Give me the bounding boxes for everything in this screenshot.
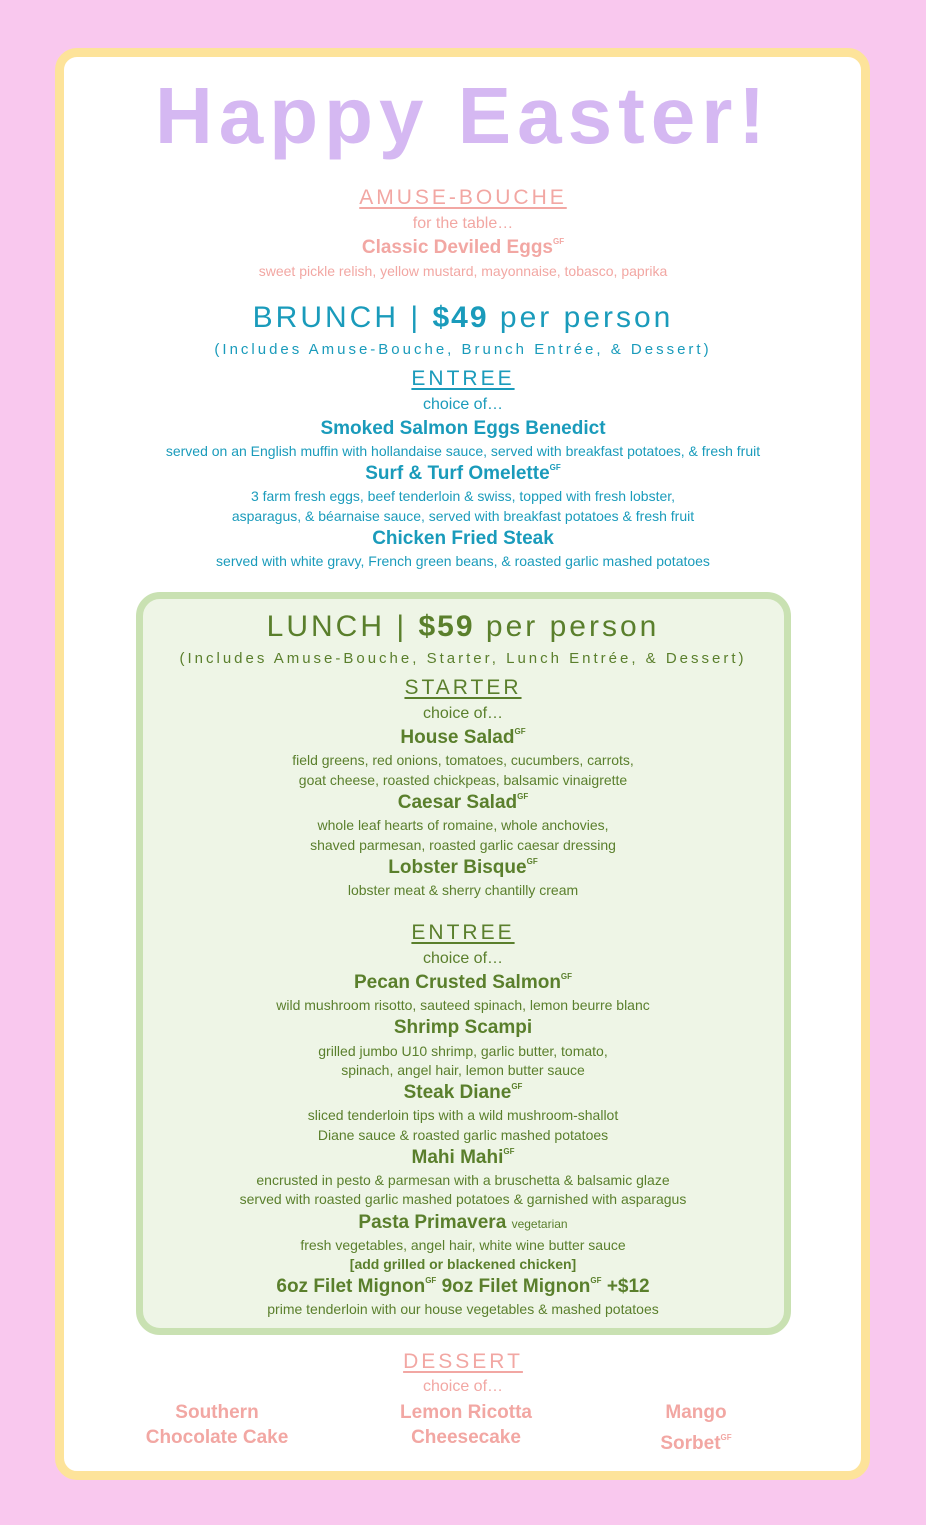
entree-5-desc: fresh vegetables, angel hair, white wine butter sauce	[300, 1237, 626, 1253]
amuse-heading: AMUSE-BOUCHE	[359, 186, 567, 209]
starter-3: Lobster Bisque$^{GF}$	[388, 857, 538, 878]
amuse-dish: Classic Deviled Eggs$^{GF}$	[361, 237, 565, 258]
amuse-desc: sweet pickle relish, yellow mustard, mayonnaise, tobasco, paprika	[258, 263, 668, 279]
entree-4: Mahi Mahi$^{GF}$	[411, 1147, 515, 1168]
brunch-includes: (Includes Amuse-Bouche, Brunch Entrée, & Dessert)	[214, 341, 712, 358]
starter-1-desc-2: goat cheese, roasted chickpeas, balsamic vinaigrette	[298, 772, 628, 788]
starter-3-desc: lobster meat & sherry chantilly cream	[347, 882, 579, 898]
entree-2-desc-1: grilled jumbo U10 shrimp, garlic butter, tomato,	[318, 1043, 608, 1059]
starter-heading: STARTER	[404, 676, 522, 699]
brunch-price-line: BRUNCH | $49 per person	[252, 301, 674, 334]
starter-2-desc-1: whole leaf hearts of romaine, whole anchovies,	[317, 817, 609, 833]
entree-5: Pasta Primavera vegetarian	[358, 1212, 568, 1233]
entree-3: Steak Diane$^{GF}$	[403, 1082, 523, 1103]
entree-1-desc: wild mushroom risotto, sauteed spinach, lemon beurre blanc	[276, 997, 650, 1013]
starter-1-desc-1: field greens, red onions, tomatoes, cucumbers, carrots,	[292, 752, 634, 768]
page-title: Happy Easter!	[155, 71, 771, 160]
dessert-heading: DESSERT	[403, 1350, 523, 1373]
entree-5-add: [add grilled or blackened chicken]	[349, 1256, 577, 1272]
filet-desc: prime tenderloin with our house vegetables & mashed potatoes	[267, 1301, 659, 1317]
starter-1: House Salad$^{GF}$	[400, 727, 526, 748]
amuse-choice: for the table…	[412, 215, 514, 232]
starter-choice: choice of…	[422, 705, 504, 722]
filet-line: 6oz Filet Mignon$^{GF}$ 9oz Filet Mignon$^{GF}$ +$12	[276, 1276, 650, 1297]
brunch-dish-3-desc: served with white gravy, French green beans, & roasted garlic mashed potatoes	[216, 553, 710, 569]
brunch-dish-2: Surf & Turf Omelette$^{GF}$	[365, 463, 561, 484]
brunch-choice: choice of…	[422, 396, 504, 413]
entree-4-desc-2: served with roasted garlic mashed potatoes & garnished with asparagus	[239, 1191, 687, 1207]
lunch-entree-heading: ENTREE	[411, 921, 515, 944]
brunch-dish-1: Smoked Salmon Eggs Benedict	[320, 418, 606, 439]
brunch-entree-heading: ENTREE	[411, 367, 515, 390]
entree-3-desc-2: Diane sauce & roasted garlic mashed potatoes	[317, 1127, 609, 1143]
lunch-includes: (Includes Amuse-Bouche, Starter, Lunch Entrée, & Dessert)	[179, 650, 747, 667]
dessert-item-2: Lemon Ricotta Cheesecake	[400, 1402, 532, 1448]
entree-3-desc-1: sliced tenderloin tips with a wild mushroom-shallot	[307, 1107, 619, 1123]
lunch-entree-choice: choice of…	[422, 950, 504, 967]
starter-2-desc-2: shaved parmesan, roasted garlic caesar dressing	[310, 837, 616, 853]
entree-2: Shrimp Scampi	[393, 1017, 533, 1038]
entree-1: Pecan Crusted Salmon$^{GF}$	[353, 972, 573, 993]
entree-4-desc-1: encrusted in pesto & parmesan with a bruschetta & balsamic glaze	[256, 1172, 670, 1188]
dessert-item-3: Mango Sorbet$^{GF}$	[660, 1402, 732, 1454]
brunch-dish-1-desc: served on an English muffin with hollandaise sauce, served with breakfast potatoes, & fresh fruit	[165, 443, 761, 459]
entree-2-desc-2: spinach, angel hair, lemon butter sauce	[341, 1062, 585, 1078]
starter-2: Caesar Salad$^{GF}$	[397, 792, 529, 813]
brunch-dish-3: Chicken Fried Steak	[372, 528, 554, 549]
lunch-price-line: LUNCH | $59 per person	[266, 610, 660, 643]
brunch-dish-2-desc-1: 3 farm fresh eggs, beef tenderloin & swiss, topped with fresh lobster,	[250, 488, 676, 504]
dessert-item-1: Southern Chocolate Cake	[145, 1402, 289, 1448]
dessert-choice: choice of…	[422, 1378, 504, 1395]
brunch-dish-2-desc-2: asparagus, & béarnaise sauce, served with breakfast potatoes & fresh fruit	[231, 508, 695, 524]
